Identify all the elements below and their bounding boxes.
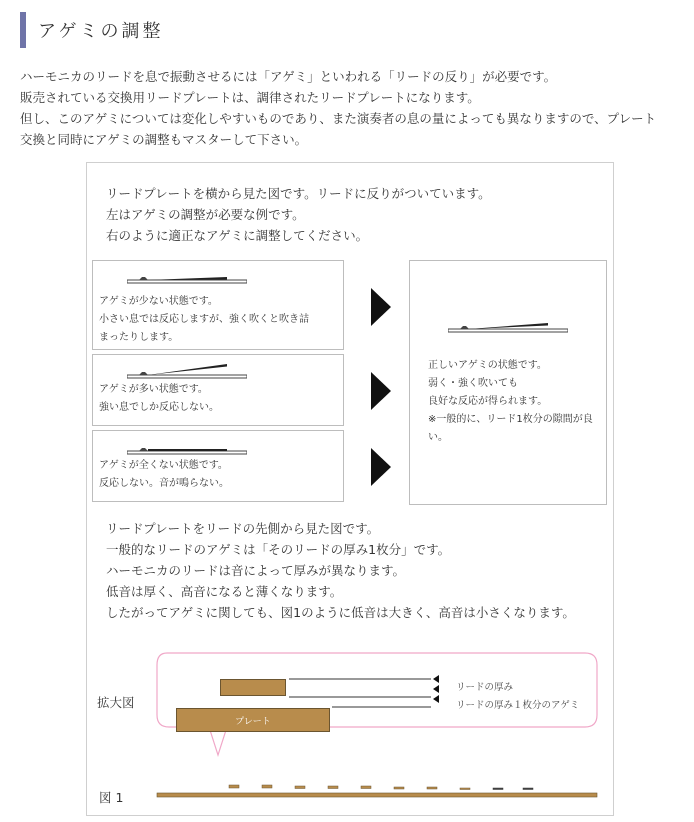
section-heading (20, 12, 163, 48)
case-line: アゲミが多い状態です。 (99, 384, 208, 395)
tip-view-description (106, 518, 575, 623)
arrow-right-icon (371, 372, 391, 410)
case-text (99, 381, 219, 417)
figure-label: 図 1 (99, 790, 124, 805)
mini-reed (295, 786, 305, 789)
correct-line: 正しいアゲミの状態です。 (428, 360, 547, 371)
case-high-agemi (92, 354, 344, 426)
reed-side-view-low (127, 269, 247, 285)
reed-side-view-correct (448, 317, 568, 333)
label-reed-agemi: リードの厚み１枚分のアゲミ (456, 700, 580, 711)
correct-line: 良好な反応が得られます。 (428, 396, 548, 407)
correct-line: 弱く・強く吹いても (428, 378, 518, 389)
case-line: 強い息でしか反応しない。 (99, 402, 219, 413)
case-text (99, 457, 229, 493)
case-line: 反応しない。音が鳴らない。 (99, 478, 229, 489)
side-view-description (106, 183, 491, 246)
correct-line: ※一般的に、リード1枚分の隙間が良 (428, 414, 593, 425)
label-reed-thickness: リードの厚み (456, 682, 514, 693)
desc-line: したがってアゲミに関しても、図1のように低音は大きく、高音は小さくなります。 (106, 605, 575, 620)
intro-line: ハーモニカのリードを息で振動させるには「アゲミ」といわれる「リードの反り」が必要です。 (20, 69, 557, 84)
desc-line: リードプレートを横から見た図です。リードに反りがついています。 (106, 186, 491, 201)
desc-line: 左はアゲミの調整が必要な例です。 (106, 207, 305, 222)
desc-line: 右のように適正なアゲミに調整してください。 (106, 228, 369, 243)
arrow-right-icon (371, 448, 391, 486)
mini-reed (229, 785, 239, 788)
desc-line: 低音は厚く、高音になると薄くなります。 (106, 584, 343, 599)
intro-line: 但し、このアゲミについては変化しやすいものであり、また演奏者の息の量によっても異なりますので、プレート (20, 111, 657, 126)
desc-line: 一般的なリードのアゲミは「そのリードの厚み1枚分」です。 (106, 542, 451, 557)
mini-reed (394, 787, 404, 789)
mini-reed (523, 788, 533, 790)
reed-side-view-high (127, 363, 247, 379)
mini-reed (460, 788, 470, 790)
reed-cross-section (220, 679, 286, 696)
case-line: まったりします。 (99, 332, 179, 343)
intro-line: 交換と同時にアゲミの調整もマスターして下さい。 (20, 132, 308, 147)
intro-line: 販売されている交換用リードプレートは、調律されたリードプレートになります。 (20, 90, 480, 105)
case-no-agemi (92, 430, 344, 502)
zoom-label: 拡大図 (97, 695, 135, 710)
correct-text (428, 357, 593, 447)
desc-line: ハーモニカのリードは音によって厚みが異なります。 (106, 563, 406, 578)
tip-view-diagram (87, 643, 615, 803)
heading-title: アゲミの調整 (38, 21, 164, 42)
illustration-frame (86, 162, 614, 816)
mini-reed (427, 787, 437, 789)
plate-cross-section: プレート (176, 708, 330, 732)
baseline-plate (157, 793, 597, 797)
case-line: 小さい息では反応しますが、強く吹くと吹き詰 (99, 314, 309, 325)
desc-line: リードプレートをリードの先側から見た図です。 (106, 521, 380, 536)
correct-line: い。 (428, 432, 448, 443)
mini-reed (361, 786, 371, 789)
mini-reed (262, 785, 272, 788)
case-line: アゲミが少ない状態です。 (99, 296, 218, 307)
case-text (99, 293, 309, 347)
arrow-right-icon (371, 288, 391, 326)
mini-reed (328, 786, 338, 789)
case-correct-agemi (409, 260, 607, 505)
intro-paragraph (20, 66, 684, 150)
heading-accent-bar (20, 12, 26, 48)
case-low-agemi (92, 260, 344, 350)
mini-reed (493, 788, 503, 790)
case-line: アゲミが全くない状態です。 (99, 460, 228, 471)
reed-side-view-flat (127, 439, 247, 455)
